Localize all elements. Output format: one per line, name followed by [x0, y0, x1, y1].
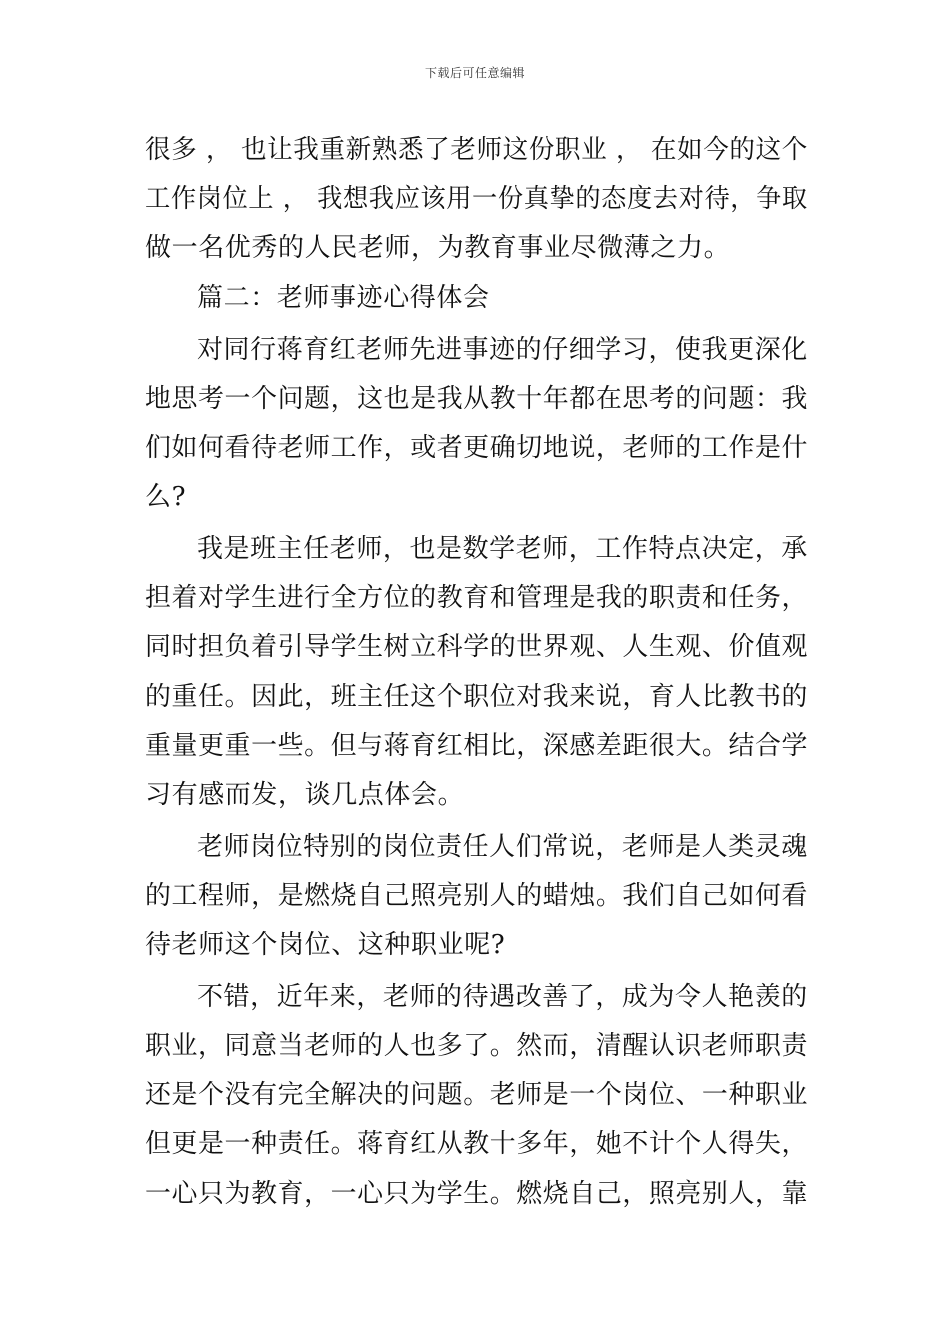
text-line: 很多 ， 也让我重新熟悉了老师这份职业 ， 在如今的这个 [145, 135, 808, 165]
text-line: 地思考一个问题，这也是我从教十年都在思考的问题：我 [145, 384, 809, 414]
text-line: 一心只为教育，一心只为学生。燃烧自己，照亮别人，靠 [145, 1179, 809, 1209]
text-line: 做一名优秀的人民老师，为教育事业尽微薄之力。 [145, 233, 731, 263]
text-line: 们如何看待老师工作，或者更确切地说，老师的工作是什 [145, 433, 809, 463]
text-line: 还是个没有完全解决的问题。老师是一个岗位、一种职业 [145, 1080, 809, 1110]
text-line: 的重任。因此，班主任这个职位对我来说，育人比教书的 [145, 682, 809, 712]
text-line: 不错，近年来，老师的待遇改善了，成为令人艳羡的 [197, 982, 808, 1012]
text-line: 我是班主任老师，也是数学老师，工作特点决定，承 [197, 534, 808, 564]
page-header: 下载后可任意编辑 [424, 66, 525, 80]
text-line: 老师岗位特别的岗位责任人们常说，老师是人类灵魂 [197, 832, 808, 862]
text-line: 担着对学生进行全方位的教育和管理是我的职责和任务， [145, 583, 809, 613]
text-line: 重量更重一些。但与蒋育红相比，深感差距很大。结合学 [145, 731, 809, 761]
text-line: 但更是一种责任。蒋育红从教十多年，她不计个人得失， [145, 1129, 809, 1159]
text-line: 工作岗位上 ， 我想我应该用一份真挚的态度去对待，争取 [145, 184, 808, 214]
text-line: 职业，同意当老师的人也多了。然而，清醒认识老师职责 [145, 1031, 809, 1061]
text-line: 待老师这个岗位、这种职业呢? [145, 930, 506, 960]
text-line: 么? [145, 482, 187, 512]
text-line: 的工程师，是燃烧自己照亮别人的蜡烛。我们自己如何看 [145, 881, 809, 911]
text-line: 习有感而发，谈几点体会。 [145, 780, 465, 810]
section-heading: 篇二：老师事迹心得体会 [197, 283, 490, 313]
text-line: 同时担负着引导学生树立科学的世界观、人生观、价值观 [145, 632, 809, 662]
text-line: 对同行蒋育红老师先进事迹的仔细学习，使我更深化 [197, 335, 808, 365]
